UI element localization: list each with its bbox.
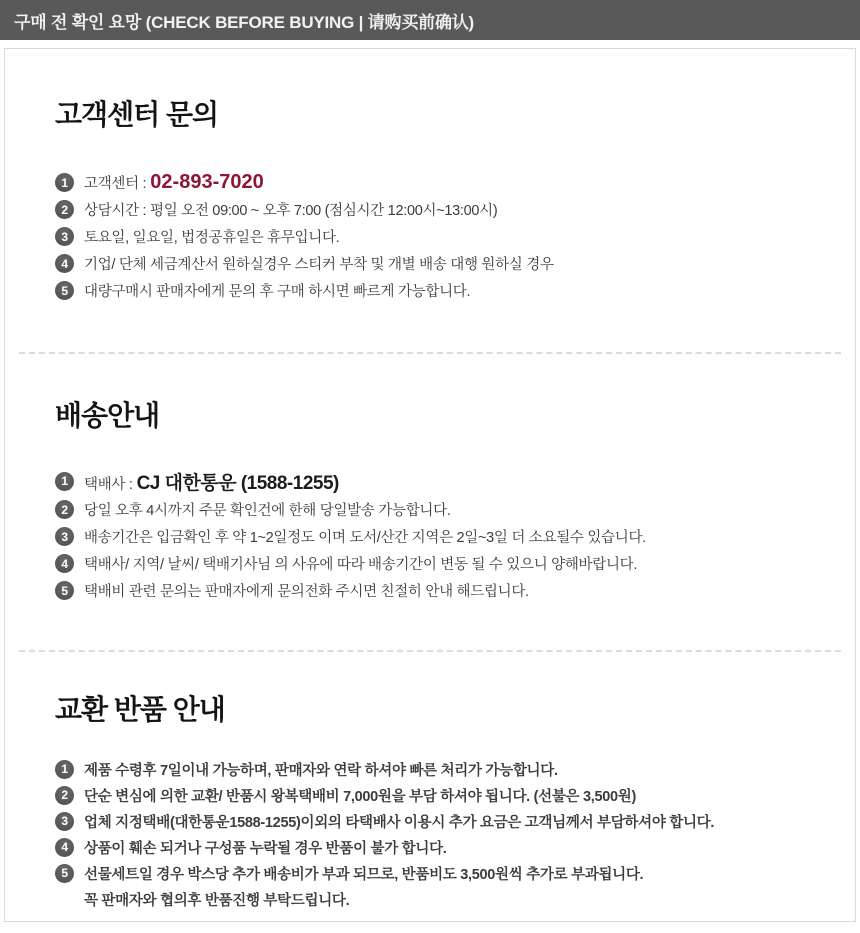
item-text: [84, 171, 264, 194]
section-customer-center: [5, 49, 855, 304]
item-text: 상품이 훼손 되거나 구성품 누락될 경우 반품이 불가 합니다.: [84, 840, 447, 857]
item-text: 단순 변심에 의한 교환/ 반품시 왕복택배비 7,000원을 부담 하셔야 됩니다. (선불은 3,500원): [84, 788, 637, 805]
customer-center-phone: 02-893-7020: [150, 171, 264, 193]
list-item: [55, 277, 831, 304]
section-title-customer-center: 고객센터 문의: [55, 99, 219, 130]
number-badge: 5: [55, 864, 74, 883]
item-text: 토요일, 일요일, 법정공휴일은 휴무입니다.: [84, 230, 340, 246]
list-item: [55, 223, 831, 250]
list-item-continuation: 꼭 판매자와 협의후 반품진행 부탁드립니다.: [84, 892, 350, 909]
item-text: 기업/ 단체 세금계산서 원하실경우 스티커 부착 및 개별 배송 대행 원하실 경우: [84, 257, 554, 273]
number-badge: 1: [55, 760, 74, 779]
list-item: [55, 808, 831, 834]
list-item: [55, 782, 831, 808]
item-text: 상담시간 : 평일 오전 09:00 ~ 오후 7:00 (점심시간 12:00시~13:00시): [84, 203, 498, 219]
number-badge: 5: [55, 281, 74, 300]
item-prefix: 택배사 :: [84, 476, 133, 493]
item-text: [84, 468, 339, 495]
list-item: [55, 523, 831, 550]
number-badge: 2: [55, 200, 74, 219]
section-title-shipping: 배송안내: [55, 400, 160, 431]
notice-content-box: [4, 48, 856, 922]
number-badge: 4: [55, 838, 74, 857]
list-item: [55, 169, 831, 196]
number-badge: 5: [55, 581, 74, 600]
item-text: 선물세트일 경우 박스당 추가 배송비가 부과 되므로, 반품비도 3,500원씩 추가로 부과됩니다.: [84, 866, 644, 883]
number-badge: 2: [55, 500, 74, 519]
number-badge: 4: [55, 254, 74, 273]
item-text: 업체 지정택배(대한통운1588-1255)이외의 타택배사 이용시 추가 요금은 고객님께서 부담하셔야 합니다.: [84, 814, 715, 831]
item-text: 제품 수령후 7일이내 가능하며, 판매자와 연락 하셔야 빠른 처리가 가능합니다.: [84, 762, 558, 779]
list-item: [55, 577, 831, 604]
item-text: 배송기간은 입금확인 후 약 1~2일정도 이며 도서/산간 지역은 2일~3일 더 소요될수 있습니다.: [84, 530, 646, 546]
list-item: [55, 196, 831, 223]
section-shipping: [5, 354, 855, 604]
section-title-exchange-return: 교환 반품 안내: [55, 694, 225, 725]
item-text: 택배사/ 지역/ 날씨/ 택배기사님 의 사유에 따라 배송기간이 변동 될 수 있으니 양해바랍니다.: [84, 557, 638, 573]
item-text: 대량구매시 판매자에게 문의 후 구매 하시면 빠르게 가능합니다.: [84, 284, 471, 300]
list-item: [55, 756, 831, 782]
number-badge: 4: [55, 554, 74, 573]
list-item: [55, 834, 831, 860]
list-item: [55, 550, 831, 577]
item-text: 당일 오후 4시까지 주문 확인건에 한해 당일발송 가능합니다.: [84, 503, 451, 519]
list-item: [55, 860, 831, 886]
number-badge: 1: [55, 472, 74, 491]
list-item: [55, 250, 831, 277]
notice-header-bar: [0, 0, 860, 40]
number-badge: 1: [55, 173, 74, 192]
number-badge: 3: [55, 227, 74, 246]
number-badge: 2: [55, 786, 74, 805]
list-item: [55, 496, 831, 523]
list-item: [55, 466, 831, 496]
shipping-carrier: CJ 대한통운 (1588-1255): [136, 472, 339, 494]
number-badge: 3: [55, 812, 74, 831]
number-badge: 3: [55, 527, 74, 546]
item-text: 택배비 관련 문의는 판매자에게 문의전화 주시면 친절히 안내 해드립니다.: [84, 584, 529, 600]
item-prefix: 고객센터 :: [84, 176, 147, 192]
section-exchange-return: [5, 652, 855, 912]
notice-header-title: 구매 전 확인 요망 (CHECK BEFORE BUYING | 请购买前确认): [14, 12, 475, 32]
